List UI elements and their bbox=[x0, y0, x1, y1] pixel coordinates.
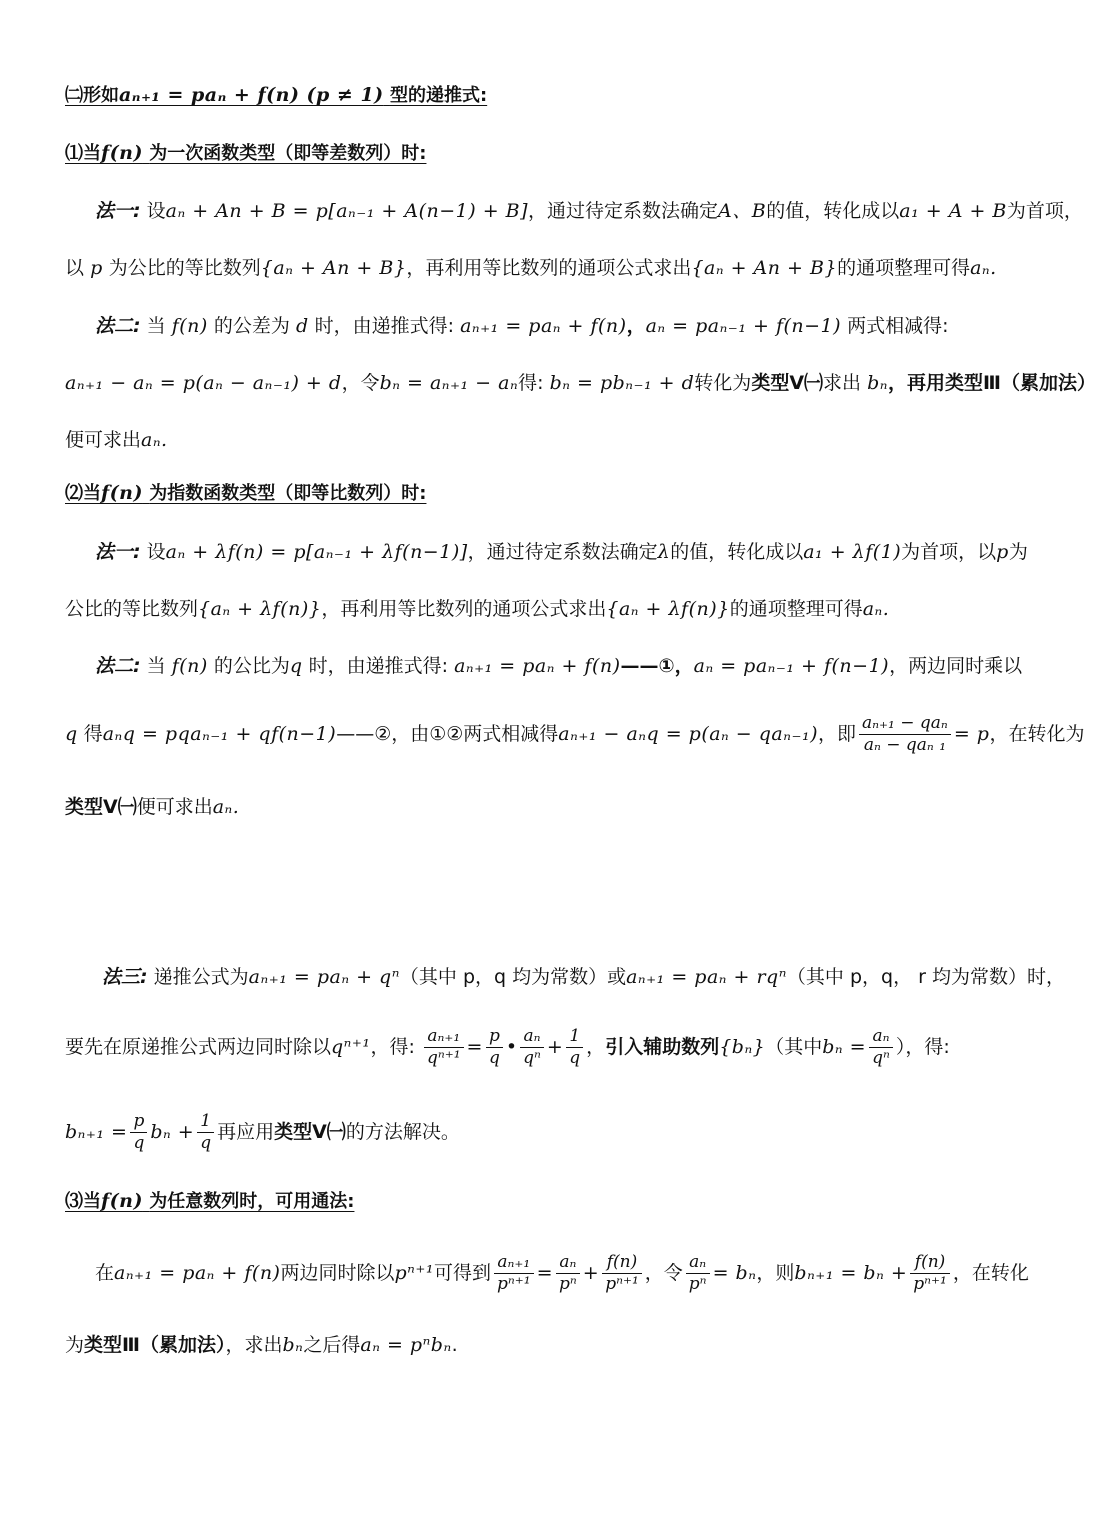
text: 转化为 bbox=[694, 372, 752, 394]
formula: aₙ = paₙ₋₁ + f(n−1) bbox=[645, 315, 842, 337]
text: 当 bbox=[146, 315, 166, 337]
text: ，再利用等比数列的通项公式求出 bbox=[321, 598, 607, 620]
denominator: q bbox=[133, 1133, 145, 1153]
text: 的值，转化成以 bbox=[670, 541, 804, 563]
bold-text: 类型Ⅴ㈠ bbox=[274, 1121, 346, 1143]
denominator: pⁿ⁺¹ bbox=[605, 1274, 639, 1294]
formula: λ bbox=[657, 541, 671, 563]
text: ，通过待定系数法确定 bbox=[528, 200, 719, 222]
text: 可得到 bbox=[434, 1262, 492, 1284]
numerator: aₙ bbox=[556, 1252, 580, 1274]
bold-text: 类型Ⅲ（累加法） bbox=[944, 372, 1096, 394]
numerator: aₙ₊₁ − qaₙ bbox=[859, 713, 951, 735]
fraction bbox=[566, 1026, 583, 1069]
numerator: aₙ bbox=[869, 1026, 893, 1048]
formula: f(n) bbox=[171, 655, 208, 677]
bold-text: 类型Ⅴ㈠ bbox=[751, 372, 824, 394]
fraction bbox=[686, 1252, 710, 1295]
formula: d bbox=[295, 315, 309, 337]
text: 为 bbox=[65, 1334, 85, 1356]
formula: p bbox=[996, 541, 1009, 563]
formula: bₙ bbox=[867, 372, 888, 394]
denominator: q bbox=[200, 1133, 212, 1153]
text: 为首项， bbox=[1006, 200, 1083, 222]
denominator: qⁿ⁺¹ bbox=[426, 1048, 461, 1068]
text: 要先在原递推公式两边同时除以 bbox=[65, 1036, 332, 1058]
text: ，两边同时乘以 bbox=[889, 655, 1023, 677]
formula: q bbox=[289, 655, 303, 677]
text: 的通项整理可得 bbox=[729, 598, 863, 620]
formula: aₙ. bbox=[862, 598, 890, 620]
text: 的公比为 bbox=[213, 655, 290, 677]
text: 之后得 bbox=[303, 1334, 361, 1356]
denominator: qⁿ bbox=[872, 1048, 890, 1068]
numerator: f(n) bbox=[910, 1252, 950, 1274]
formula: aₙ + An + B = p[aₙ₋₁ + A(n−1) + B] bbox=[165, 200, 529, 222]
method-tag: 法三: bbox=[102, 966, 148, 988]
text: 求出 bbox=[823, 372, 862, 394]
text: 的方法解决。 bbox=[345, 1121, 460, 1143]
numerator: 1 bbox=[566, 1026, 583, 1048]
case1-method2-line2 bbox=[65, 368, 1096, 398]
bold-text: 类型Ⅴ㈠ bbox=[65, 796, 137, 818]
formula: f(n) bbox=[171, 315, 208, 337]
formula: aₙ₊₁ = paₙ + f(n) bbox=[460, 315, 627, 337]
denominator: qⁿ bbox=[523, 1048, 541, 1068]
formula: a₁ + λf(1) bbox=[803, 541, 902, 563]
formula: aₙ₊₁ = paₙ + f(n) bbox=[114, 1262, 281, 1284]
formula: + bbox=[582, 1262, 600, 1284]
text: ，在转化为 bbox=[989, 723, 1085, 745]
text: 两边同时除以 bbox=[280, 1262, 395, 1284]
formula: aₙ₊₁ − aₙ = p(aₙ − aₙ₋₁) + d bbox=[65, 372, 342, 394]
numerator: aₙ₊₁ bbox=[424, 1026, 464, 1048]
formula: = p bbox=[953, 723, 990, 745]
case1-method2-line1 bbox=[95, 311, 1020, 341]
numerator: p bbox=[486, 1026, 503, 1048]
formula: bₙ = aₙ₊₁ − aₙ bbox=[379, 372, 519, 394]
case2-method1-line1 bbox=[95, 537, 1028, 567]
text: ，在转化 bbox=[952, 1262, 1029, 1284]
formula: aₙ. bbox=[141, 429, 168, 451]
text: 设 bbox=[146, 200, 166, 222]
fraction bbox=[486, 1026, 503, 1069]
text: ），得: bbox=[895, 1036, 950, 1058]
heading-text: 为任意数列时，可用通法: bbox=[149, 1191, 355, 1212]
formula: aₙ₊₁ − aₙq = p(aₙ − qaₙ₋₁) bbox=[558, 723, 819, 745]
text: ， bbox=[626, 315, 646, 337]
denominator: q bbox=[569, 1048, 581, 1068]
fraction bbox=[910, 1252, 950, 1295]
text: ，则 bbox=[756, 1262, 795, 1284]
text: 便可求出 bbox=[65, 429, 142, 451]
formula: bₙ = bbox=[822, 1036, 867, 1058]
fraction bbox=[494, 1252, 534, 1295]
text: ，令 bbox=[341, 372, 380, 394]
text: 为首项，以 bbox=[901, 541, 997, 563]
text: （其中 bbox=[765, 1036, 823, 1058]
case2-method2-line2 bbox=[65, 712, 1085, 756]
text: . bbox=[451, 1334, 458, 1356]
case2-heading bbox=[65, 478, 1020, 509]
text: （其中 p，q 均为常数）或 bbox=[399, 966, 627, 988]
heading-formula: aₙ₊₁ = paₙ + f(n) (p ≠ 1) bbox=[119, 84, 384, 106]
fraction bbox=[197, 1111, 214, 1154]
text: 再应用 bbox=[217, 1121, 275, 1143]
text: ——①， bbox=[620, 655, 694, 677]
text: 为公比的等比数列 bbox=[108, 257, 261, 279]
text: 的通项整理可得 bbox=[837, 257, 971, 279]
numerator: aₙ₊₁ bbox=[494, 1252, 534, 1274]
heading-text: ⑴当 bbox=[65, 143, 101, 164]
text: 当 bbox=[146, 655, 166, 677]
numerator: aₙ bbox=[520, 1026, 544, 1048]
formula: q bbox=[65, 723, 78, 745]
heading-formula: f(n) bbox=[101, 1190, 143, 1212]
formula: {aₙ + An + B} bbox=[260, 257, 407, 279]
text: 公比的等比数列 bbox=[65, 598, 199, 620]
case1-method1-line1 bbox=[95, 196, 1083, 226]
case1-heading bbox=[65, 138, 1020, 169]
formula: a₁ + A + B bbox=[899, 200, 1007, 222]
text: ，求出 bbox=[225, 1334, 283, 1356]
fraction bbox=[130, 1111, 147, 1154]
denominator: pⁿ⁺¹ bbox=[497, 1274, 531, 1294]
method-tag: 法二: bbox=[95, 315, 141, 337]
numerator: f(n) bbox=[602, 1252, 642, 1274]
dot-operator: • bbox=[505, 1036, 518, 1058]
bold-text: 类型Ⅲ（累加法） bbox=[84, 1334, 226, 1356]
formula: pⁿ⁺¹ bbox=[394, 1262, 435, 1284]
formula: {aₙ + λf(n)} bbox=[606, 598, 730, 620]
fraction bbox=[859, 713, 951, 756]
method-tag: 法一: bbox=[95, 541, 141, 563]
heading-text: ⑶当 bbox=[65, 1191, 101, 1212]
formula: A、B bbox=[718, 200, 767, 222]
fraction bbox=[424, 1026, 464, 1069]
heading-formula: f(n) bbox=[101, 482, 143, 504]
formula: bₙ₊₁ = bₙ + bbox=[794, 1262, 908, 1284]
denominator: pⁿ bbox=[688, 1274, 707, 1294]
formula: bₙ = pbₙ₋₁ + d bbox=[549, 372, 695, 394]
formula: bₙ bbox=[282, 1334, 304, 1356]
text: ，再利用等比数列的通项公式求出 bbox=[406, 257, 692, 279]
text: 在 bbox=[95, 1262, 115, 1284]
denominator: pⁿ⁺¹ bbox=[913, 1274, 947, 1294]
text: 设 bbox=[146, 541, 166, 563]
formula: aₙ + λf(n) = p[aₙ₋₁ + λf(n−1)] bbox=[165, 541, 468, 563]
denominator: aₙ − qaₙ ₁ bbox=[863, 735, 947, 755]
numerator: aₙ bbox=[686, 1252, 710, 1274]
heading-text: ㈡形如 bbox=[65, 85, 119, 106]
formula: {aₙ + λf(n)} bbox=[198, 598, 322, 620]
formula: aₙ. bbox=[212, 796, 240, 818]
formula: + bbox=[546, 1036, 564, 1058]
text: 递推公式为 bbox=[153, 966, 249, 988]
case2-method2-line3 bbox=[65, 792, 1020, 822]
case1-method1-line2 bbox=[65, 253, 1020, 283]
method-tag: 法一: bbox=[95, 200, 141, 222]
formula: aₙ = pⁿbₙ bbox=[360, 1334, 452, 1356]
text: 为 bbox=[1008, 541, 1028, 563]
formula: aₙq = pqaₙ₋₁ + qf(n−1) bbox=[102, 723, 337, 745]
numerator: p bbox=[130, 1111, 147, 1133]
text: 的公差为 bbox=[213, 315, 290, 337]
fraction bbox=[869, 1026, 893, 1069]
case1-method2-line3 bbox=[65, 425, 1020, 455]
formula: bₙ₊₁ = bbox=[65, 1121, 128, 1143]
text: 便可求出 bbox=[136, 796, 213, 818]
text: ，即 bbox=[818, 723, 857, 745]
section-heading bbox=[65, 80, 1020, 111]
denominator: q bbox=[488, 1048, 500, 1068]
heading-formula: f(n) bbox=[101, 142, 143, 164]
text: ，再用 bbox=[887, 372, 945, 394]
formula: aₙ. bbox=[970, 257, 997, 279]
formula: aₙ₊₁ = paₙ + rqⁿ bbox=[626, 966, 787, 988]
numerator: 1 bbox=[197, 1111, 214, 1133]
heading-text: 型的递推式: bbox=[389, 85, 488, 106]
text: 得: bbox=[518, 372, 544, 394]
text: ——②，由①②两式相减得 bbox=[336, 723, 559, 745]
case2-method3-line1 bbox=[102, 962, 1065, 992]
case2-method1-line2 bbox=[65, 594, 1020, 624]
text: ，令 bbox=[644, 1262, 683, 1284]
method-tag: 法二: bbox=[95, 655, 141, 677]
text: ， bbox=[586, 1036, 606, 1058]
case2-method3-line3 bbox=[65, 1107, 1020, 1157]
denominator: pⁿ bbox=[559, 1274, 577, 1294]
text: 时，由递推式得: bbox=[308, 655, 449, 677]
fraction bbox=[556, 1252, 580, 1295]
case3-line2 bbox=[65, 1330, 1020, 1360]
fraction bbox=[602, 1252, 642, 1295]
case2-method2-line1 bbox=[95, 651, 1023, 681]
formula: qⁿ⁺¹ bbox=[331, 1036, 371, 1058]
text: （其中 p，q， r 均为常数）时， bbox=[786, 966, 1065, 988]
formula: aₙ₊₁ = paₙ + qⁿ bbox=[248, 966, 400, 988]
text: 得 bbox=[83, 723, 103, 745]
case3-line1 bbox=[95, 1248, 1029, 1298]
formula: = bbox=[536, 1262, 554, 1284]
text: 以 bbox=[65, 257, 85, 279]
bold-text: 引入辅助数列 bbox=[605, 1036, 720, 1058]
formula: p bbox=[90, 257, 103, 279]
heading-text: 为指数函数类型（即等比数列）时: bbox=[149, 483, 427, 504]
heading-text: 为一次函数类型（即等差数列）时: bbox=[149, 143, 427, 164]
text: ，得: bbox=[370, 1036, 415, 1058]
text: ，通过待定系数法确定 bbox=[467, 541, 658, 563]
heading-text: ⑵当 bbox=[65, 483, 101, 504]
text: 两式相减得: bbox=[847, 315, 949, 337]
text: 时，由递推式得: bbox=[314, 315, 455, 337]
formula: aₙ = paₙ₋₁ + f(n−1) bbox=[693, 655, 890, 677]
formula: = bₙ bbox=[712, 1262, 757, 1284]
formula: = bbox=[466, 1036, 483, 1058]
case2-method3-line2 bbox=[65, 1022, 1020, 1072]
case3-heading bbox=[65, 1186, 1020, 1217]
fraction bbox=[520, 1026, 544, 1069]
formula: aₙ₊₁ = paₙ + f(n) bbox=[454, 655, 621, 677]
formula: {bₙ} bbox=[719, 1036, 766, 1058]
text: 的值，转化成以 bbox=[766, 200, 900, 222]
formula: {aₙ + An + B} bbox=[691, 257, 838, 279]
formula: bₙ + bbox=[150, 1121, 195, 1143]
